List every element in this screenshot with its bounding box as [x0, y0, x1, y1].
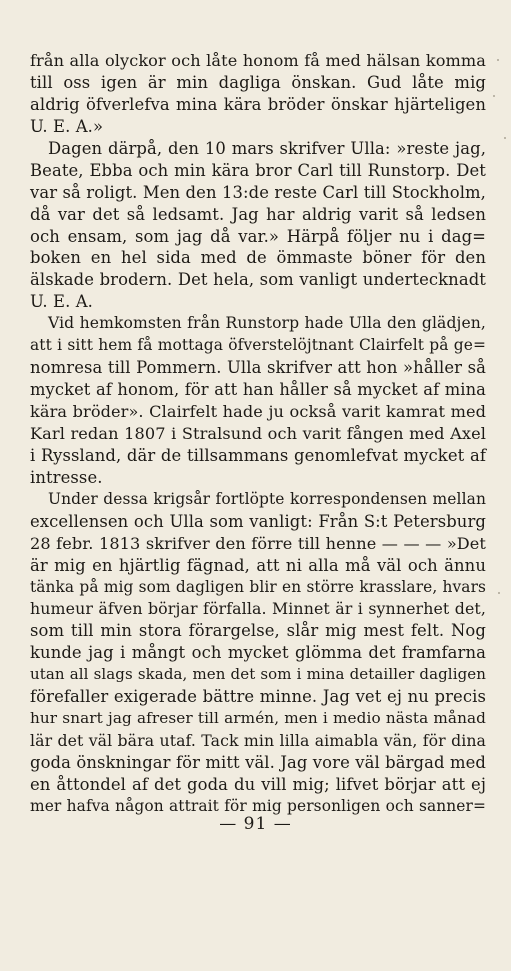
text-line: en åttondel af det goda du vill mig; lifvet börjar att ej	[30, 774, 486, 794]
text-line: Karl redan 1807 i Stralsund och varit fången med Axel	[30, 423, 486, 443]
text-line: att i sitt hem få mottaga öfverstelöjtnant Clairfelt på ge=	[30, 336, 486, 355]
paper-speck	[498, 592, 500, 594]
text-line: är mig en hjärtlig fägnad, att ni alla må väl och ännu	[30, 555, 486, 575]
text-line: nomresa till Pommern. Ulla skrifver att hon »håller så	[30, 358, 486, 378]
text-line: älskade brodern. Det hela, som vanligt undertecknadt	[30, 270, 486, 290]
text-line: som till min stora förargelse, slår mig mest felt. Nog	[30, 621, 486, 641]
text-line: U. E. A.»	[30, 116, 104, 136]
text-line: boken en hel sida med de ömmaste böner för den	[30, 248, 486, 268]
text-line: från alla olyckor och låte honom få med hälsan komma	[30, 51, 486, 70]
text-line: lär det väl bära utaf. Tack min lilla aimabla vän, för dina	[30, 731, 486, 751]
text-line: var så roligt. Men den 13:de reste Carl till Stockholm,	[30, 182, 486, 202]
text-line: aldrig öfverlefva mina kära bröder önskar hjärteligen	[30, 94, 486, 114]
text-line: kära bröder». Clairfelt hade ju också varit kamrat med	[30, 402, 486, 421]
page-number: — 91 —	[219, 814, 292, 834]
text-line: kunde jag i mångt och mycket glömma det framfarna	[30, 643, 486, 663]
text-line: excellensen och Ulla som vanligt: Från S:t Petersburg	[30, 511, 486, 531]
paper-speck	[493, 95, 495, 97]
text-line: förefaller exigerade bättre minne. Jag vet ej nu precis	[30, 687, 486, 707]
text-line: hur snart jag afreser till armén, men i medio nästa månad	[30, 709, 486, 728]
text-line: då var det så ledsamt. Jag har aldrig varit så ledsen	[30, 204, 486, 224]
text-line: Beate, Ebba och min kära bror Carl till Runstorp. Det	[30, 160, 486, 180]
text-line: Dagen därpå, den 10 mars skrifver Ulla: »reste jag,	[48, 138, 486, 158]
text-line: tänka på mig som dagligen blir en större krasslare, hvars	[30, 577, 486, 596]
text-line: humeur äfven börjar förfalla. Minnet är i synnerhet det,	[30, 599, 486, 619]
text-line: intresse.	[30, 467, 103, 487]
text-line: och ensam, som jag då var.» Härpå följer nu i dag=	[30, 226, 486, 246]
text-line: Under dessa krigsår fortlöpte korrespondensen mellan	[48, 489, 486, 508]
text-line: mycket af honom, för att han håller så mycket af mina	[30, 380, 486, 400]
text-line: 28 febr. 1813 skrifver den förre till henne — — — »Det	[30, 533, 486, 553]
text-line: i Ryssland, där de tillsammans genomlefvat mycket af	[30, 445, 486, 465]
paper-speck	[504, 137, 506, 139]
text-line: goda önskningar för mitt väl. Jag vore väl bärgad med	[30, 753, 486, 772]
text-line: Vid hemkomsten från Runstorp hade Ulla den glädjen,	[48, 314, 486, 333]
text-line: U. E. A.	[30, 292, 93, 312]
text-line: utan all slags skada, men det som i mina detailler dagligen	[30, 665, 486, 684]
paper-speck	[497, 59, 499, 61]
text-line: till oss igen är min dagliga önskan. Gud låte mig	[30, 72, 486, 92]
body-text	[30, 50, 486, 818]
text-line: mer hafva någon attrait för mig personligen och sanner=	[30, 796, 486, 815]
